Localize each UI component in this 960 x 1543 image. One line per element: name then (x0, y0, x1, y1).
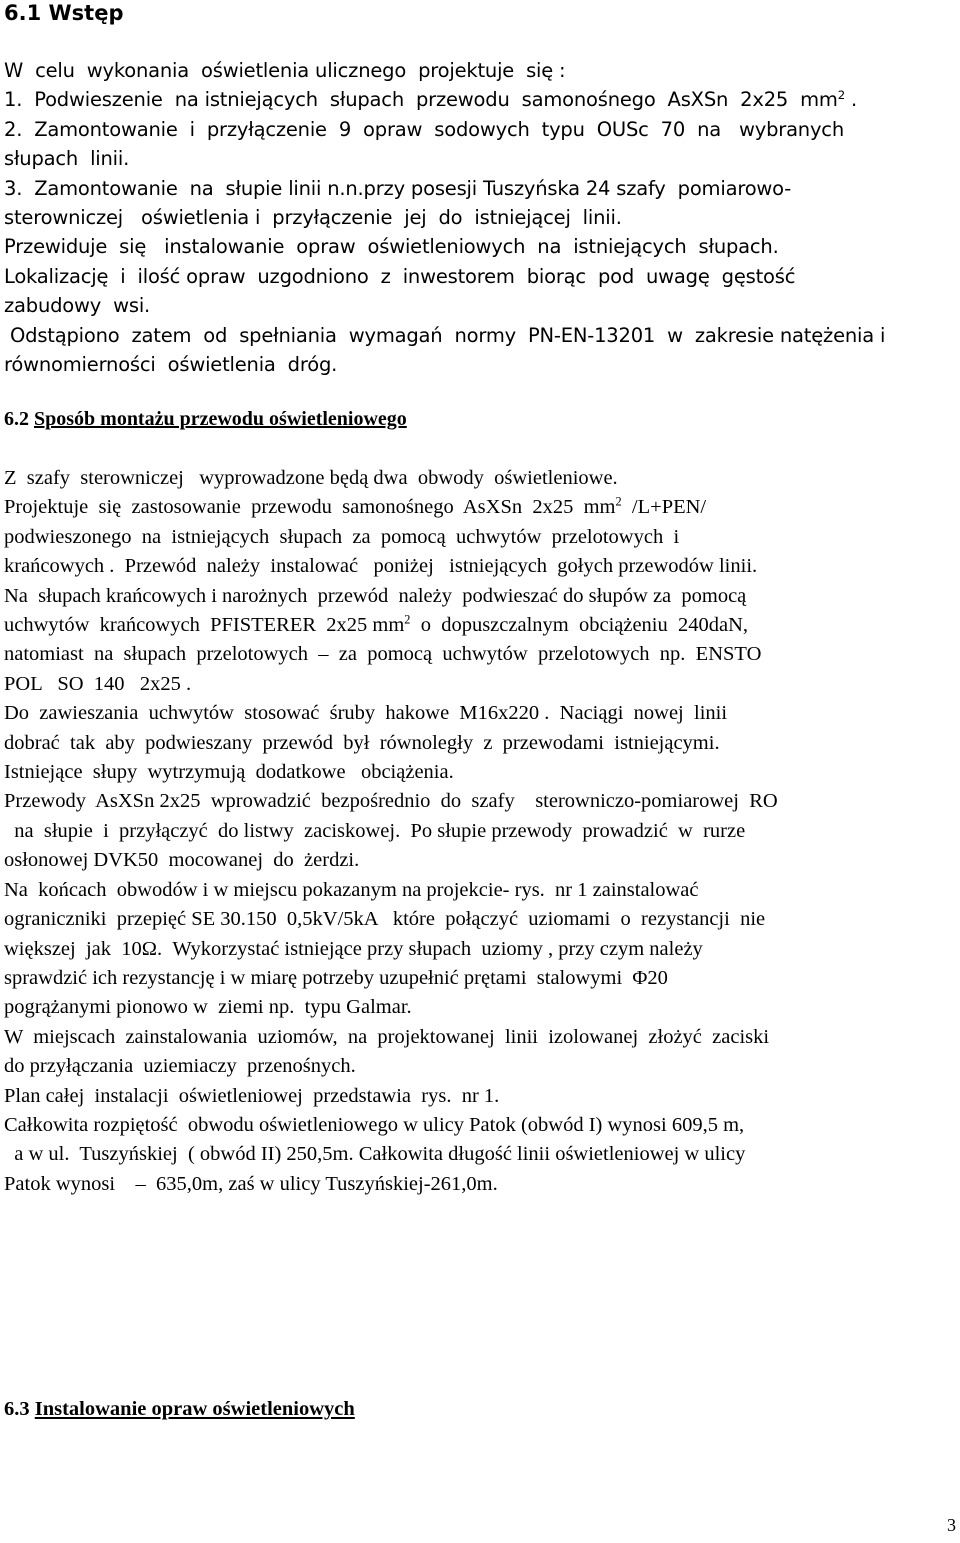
text-line: Lokalizację i ilość opraw uzgodniono z inwestorem biorąc pod uwagę gęstość (4, 264, 796, 288)
superscript: 2 (837, 88, 845, 103)
text-segment: Projektuje się zastosowanie przewodu samonośnego AsXSn 2x25 mm (4, 496, 616, 519)
section-title: Instalowanie opraw oświetleniowych (34, 1398, 355, 1420)
text-line: 2. Zamontowanie i przyłączenie 9 opraw sodowych typu OUSc 70 na wybranych (4, 117, 844, 141)
text-line: Z szafy sterowniczej wyprowadzone będą dwa obwody oświetleniowe. (4, 467, 618, 489)
text-line: Przewody AsXSn 2x25 wprowadzić bezpośrednio do szafy sterowniczo-pomiarowej RO (4, 790, 778, 813)
section-6-1-heading: 6.1 Wstęp (4, 1, 124, 25)
text-line (4, 611, 956, 640)
text-line (4, 85, 956, 114)
text-segment: uchwytów krańcowych PFISTERER 2x25 mm (4, 614, 405, 637)
text-line: a w ul. Tuszyńskiej ( obwód II) 250,5m. Całkowita długość linii oświetleniowej w ulicy (4, 1143, 746, 1166)
text-line: Patok wynosi – 635,0m, zaś w ulicy Tuszyńskiej-261,0m. (4, 1172, 498, 1195)
text-line: Odstąpiono zatem od spełniania wymagań normy PN-EN-13201 w zakresie natężenia i (4, 323, 886, 347)
text-line: natomiast na słupach przelotowych – za pomocą uchwytów przelotowych np. ENSTO (4, 643, 762, 666)
text-line: słupach linii. (4, 147, 130, 171)
text-line: W celu wykonania oświetlenia ulicznego projektuje się : (4, 59, 566, 82)
text-line: większej jak 10Ω. Wykorzystać istniejące przy słupach uziomy , przy czym należy (4, 937, 703, 960)
superscript: 2 (615, 495, 622, 510)
section-6-3-heading (4, 1396, 355, 1422)
text-line: równomierności oświetlenia dróg. (4, 353, 338, 377)
text-line (4, 493, 956, 522)
superscript: 2 (404, 612, 411, 627)
text-line: Na słupach krańcowych i narożnych przewód należy podwieszać do słupów za pomocą (4, 584, 747, 607)
text-line: krańcowych . Przewód należy instalować poniżej istniejących gołych przewodów linii. (4, 555, 758, 578)
section-6-2-heading (4, 406, 407, 432)
text-line: Przewiduje się instalowanie opraw oświetleniowych na istniejących słupach. (4, 235, 779, 259)
text-line: sprawdzić ich rezystancję i w miarę potrzeby uzupełnić prętami stalowymi Φ20 (4, 966, 668, 989)
section-number: 6.3 (4, 1398, 30, 1420)
text-line: ograniczniki przepięć SE 30.150 0,5kV/5kA które połączyć uziomami o rezystancji nie (4, 908, 766, 931)
section-title: Sposób montażu przewodu oświetleniowego (34, 408, 407, 430)
text-segment: /L+PEN/ (621, 496, 707, 519)
text-segment: o dopuszczalnym obciążeniu 240daN, (410, 614, 749, 637)
text-line: zabudowy wsi. (4, 294, 151, 318)
text-line: POL SO 140 2x25 . (4, 672, 192, 695)
section-number: 6.2 (4, 408, 29, 430)
text-line: do przyłączania uziemiaczy przenośnych. (4, 1055, 356, 1078)
text-line: dobrać tak aby podwieszany przewód był równoległy z przewodami istniejącymi. (4, 731, 720, 754)
text-line: sterowniczej oświetlenia i przyłączenie jej do istniejącej linii. (4, 206, 622, 230)
text-line: W miejscach zainstalowania uziomów, na projektowanej linii izolowanej złożyć zaciski (4, 1025, 770, 1048)
text-line: Całkowita rozpiętość obwodu oświetleniowego w ulicy Patok (obwód I) wynosi 609,5 m, (4, 1113, 745, 1136)
text-line: podwieszonego na istniejących słupach za pomocą uchwytów przelotowych i (4, 525, 680, 548)
text-segment: 1. Podwieszenie na istniejących słupach przewodu samonośnego AsXSn 2x25 mm (4, 88, 838, 112)
text-line: osłonowej DVK50 mocowanej do żerdzi. (4, 849, 360, 872)
text-line: 3. Zamontowanie na słupie linii n.n.przy posesji Tuszyńska 24 szafy pomiarowo- (4, 176, 792, 200)
text-line: Istniejące słupy wytrzymują dodatkowe obciążenia. (4, 761, 454, 784)
text-line: Na końcach obwodów i w miejscu pokazanym na projekcie- rys. nr 1 zainstalować (4, 878, 699, 901)
section-6-1-body (4, 56, 956, 379)
section-6-2-body (4, 464, 956, 1199)
text-line: Plan całej instalacji oświetleniowej przedstawia rys. nr 1. (4, 1084, 500, 1107)
page-number: 3 (947, 1515, 956, 1535)
text-line: pogrążanymi pionowo w ziemi np. typu Galmar. (4, 996, 412, 1019)
text-segment: . (844, 88, 857, 112)
text-line: Do zawieszania uchwytów stosować śruby hakowe M16x220 . Naciągi nowej linii (4, 702, 728, 725)
text-line: na słupie i przyłączyć do listwy zaciskowej. Po słupie przewody prowadzić w rurze (4, 819, 746, 842)
